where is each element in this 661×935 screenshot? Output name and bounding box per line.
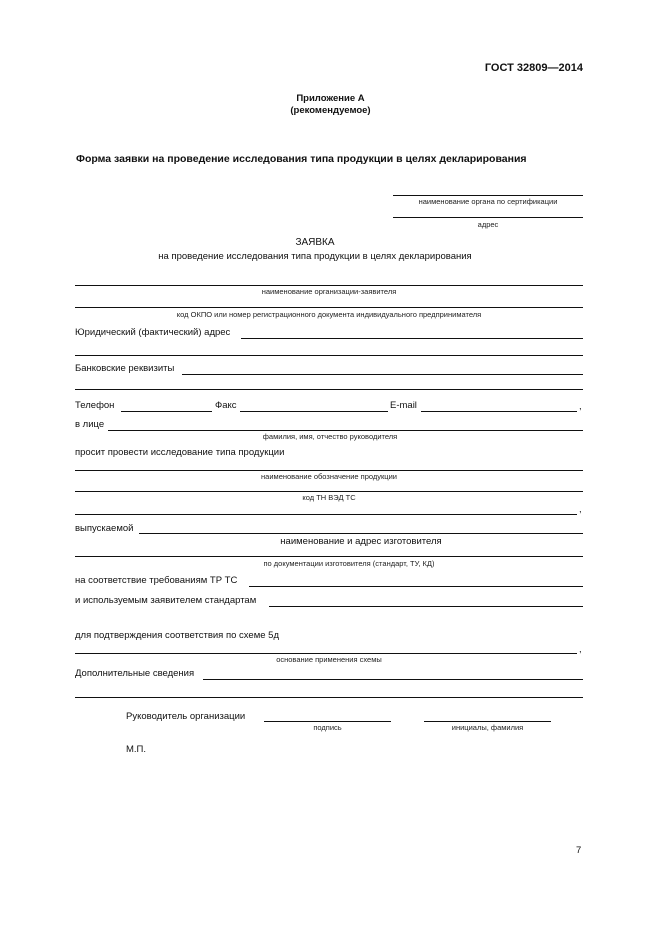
email-label: E-mail: [390, 400, 417, 411]
address-line[interactable]: [393, 217, 583, 218]
head-name-line[interactable]: [108, 430, 583, 431]
signature-line[interactable]: [264, 721, 391, 722]
fax-line[interactable]: [240, 411, 388, 412]
manufacturer-caption: наименование и адрес изготовителя: [280, 536, 442, 547]
legal-address-line[interactable]: [241, 338, 583, 339]
head-label: Руководитель организации: [126, 711, 246, 722]
page-number: 7: [576, 845, 582, 856]
phone-label: Телефон: [75, 400, 115, 411]
manufacturer-docs-caption: по документации изготовителя (стандарт, ТУ, КД): [263, 559, 435, 568]
comma-2: ,: [579, 504, 582, 515]
scheme-label: для подтверждения соответствия по схеме 5д: [75, 630, 279, 641]
head-name-caption: фамилия, имя, отчество руководителя: [262, 432, 398, 441]
additional-label: Дополнительные сведения: [75, 668, 195, 679]
additional-line[interactable]: [203, 679, 583, 680]
produced-line[interactable]: [139, 533, 583, 534]
tr-ts-line[interactable]: [249, 586, 583, 587]
tr-ts-label: на соответствие требованиям ТР ТС: [75, 575, 238, 586]
standards-label: и используемым заявителем стандартам: [75, 595, 257, 606]
seal-label: М.П.: [126, 744, 147, 755]
bank-details-line[interactable]: [182, 374, 583, 375]
application-title: ЗАЯВКА: [295, 237, 335, 248]
address-caption: адрес: [477, 220, 499, 229]
product-name-line[interactable]: [75, 470, 583, 471]
certification-body-caption: наименование органа по сертификации: [418, 197, 558, 206]
phone-line[interactable]: [121, 411, 212, 412]
comma-1: ,: [579, 401, 582, 412]
certification-body-line[interactable]: [393, 195, 583, 196]
requests-label: просит провести исследование типа продукции: [75, 447, 285, 458]
scheme-basis-line[interactable]: [75, 653, 577, 654]
manufacturer-line[interactable]: [75, 556, 583, 557]
applicant-name-line[interactable]: [75, 285, 583, 286]
application-subtitle: на проведение исследования типа продукции в целях декларирования: [158, 251, 472, 262]
legal-address-label: Юридический (фактический) адрес: [75, 327, 231, 338]
applicant-name-caption: наименование организации-заявителя: [261, 287, 397, 296]
bank-details-line-2[interactable]: [75, 389, 583, 390]
form-title: Форма заявки на проведение исследования типа продукции в целях декларирования: [76, 153, 527, 165]
initials-line[interactable]: [424, 721, 551, 722]
okpo-line[interactable]: [75, 307, 583, 308]
bank-details-label: Банковские реквизиты: [75, 363, 175, 374]
initials-caption: инициалы, фамилия: [451, 723, 524, 732]
product-name-caption: наименование обозначение продукции: [261, 472, 397, 481]
additional-line-2[interactable]: [75, 697, 583, 698]
comma-3: ,: [579, 644, 582, 655]
legal-address-line-2[interactable]: [75, 355, 583, 356]
represented-by-label: в лице: [75, 419, 105, 430]
standard-code: ГОСТ 32809—2014: [484, 62, 583, 74]
product-extra-line[interactable]: [75, 514, 577, 515]
email-line[interactable]: [421, 411, 577, 412]
tn-ved-line[interactable]: [75, 491, 583, 492]
appendix-subtitle: (рекомендуемое): [290, 105, 371, 116]
standards-line[interactable]: [269, 606, 583, 607]
produced-label: выпускаемой: [75, 523, 134, 534]
fax-label: Факс: [215, 400, 237, 411]
tn-ved-caption: код ТН ВЭД ТС: [302, 493, 356, 502]
okpo-caption: код ОКПО или номер регистрационного документа индивидуального предпринимателя: [176, 310, 482, 319]
appendix-title: Приложение А: [296, 93, 365, 104]
signature-caption: подпись: [313, 723, 342, 732]
scheme-basis-caption: основание применения схемы: [276, 655, 382, 664]
